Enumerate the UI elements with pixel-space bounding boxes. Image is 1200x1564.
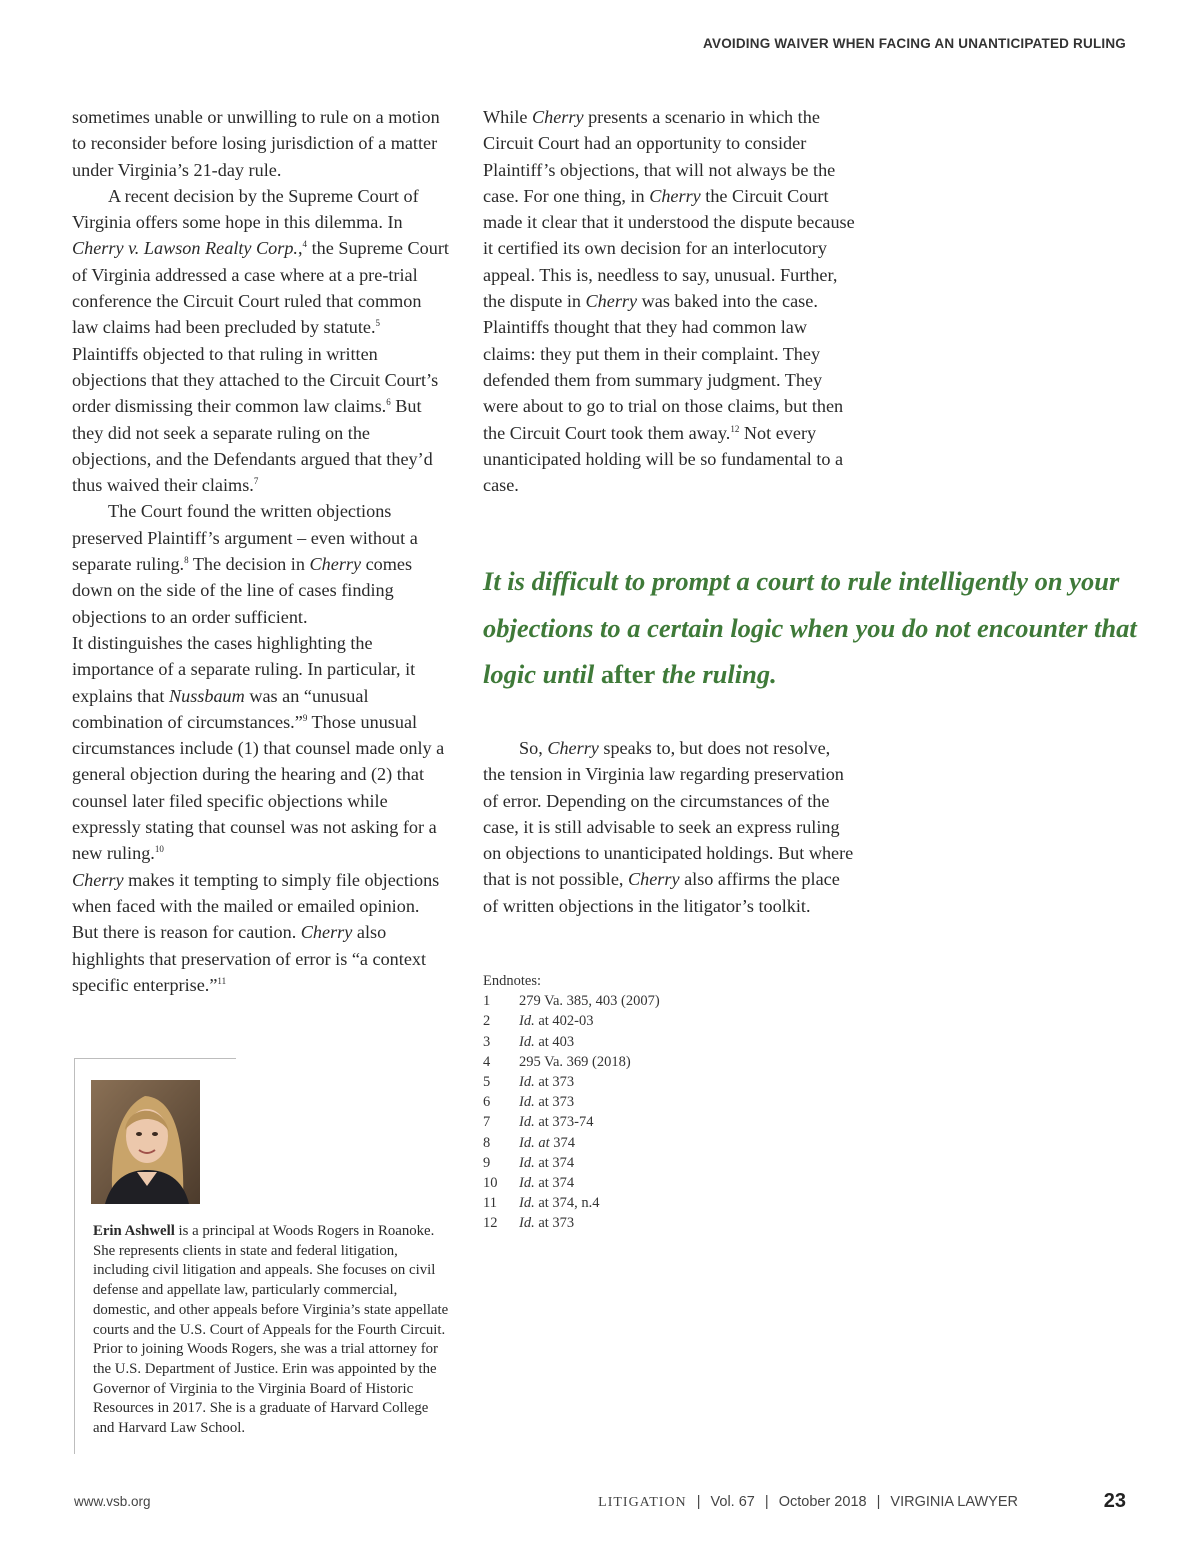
endnote-item	[483, 991, 803, 1011]
paragraph: It distinguishes the cases highlighting the importance of a separate ruling. In particular, it explains that Nussbaum was an “unusual combination of circumstances.”$^9$ Those unusual circumstances include (1) that counsel made only a general objection during the hearing and (2) that counsel later filed specific objections while expressly stating that counsel was not asking for a new ruling.$^{10}$	[72, 632, 445, 864]
endnote-citation: Id. at 374	[519, 1134, 575, 1151]
page-number: 23	[1103, 1490, 1126, 1512]
paragraph: A recent decision by the Supreme Court of Virginia offers some hope in this dilemma. In Cherry v. Lawson Realty Corp.,$^4$ the Supreme Court of Virginia addressed a case where at a pre-trial conference the Circuit Court ruled that common law claims had been precluded by statute.$^5$ Plaintiffs objected to that ruling in written objections that they attached to the Circuit Court’s order dismissing their common law claims.$^6$ But they did not seek a separate ruling on the objections, and the Defendants argued that they’d thus waived their claims.$^7$	[72, 185, 449, 496]
bio-rule	[74, 1058, 75, 1454]
endnote-citation: Id. at 373	[519, 1215, 575, 1232]
endnote-item	[483, 1072, 803, 1092]
endnote-item	[483, 1173, 803, 1193]
endnote-ref[interactable]: 12	[730, 423, 740, 434]
endnotes	[483, 971, 803, 1234]
endnote-item	[483, 1011, 803, 1031]
pull-quote: It is difficult to prompt a court to rule intelligently on your objections to a certain logic when you do not encounter that logic until after the ruling.	[483, 566, 1137, 689]
footer-url[interactable]: www.vsb.org	[74, 1494, 151, 1509]
endnote-number: 12	[483, 1215, 498, 1232]
endnote-item	[483, 1052, 803, 1072]
running-title: AVOIDING WAIVER WHEN FACING AN UNANTICIPATED RULING	[703, 36, 1126, 51]
paragraph: While Cherry presents a scenario in which the Circuit Court had an opportunity to consider Plaintiff’s objections, that will not always be the case. For one thing, in Cherry the Circuit Court made it clear that it understood the dispute because it certified its own decision for an interlocutory appeal. This is, needless to say, unusual. Further, the dispute in Cherry was baked into the case. Plaintiffs thought that they had common law claims: they put them in their complaint. They defended them from summary judgment. They were about to go to trial on those claims, but then the Circuit Court took them away.$^{12}$ Not every unanticipated holding will be so fundamental to a case.	[483, 107, 855, 496]
paragraph: The Court found the written objections preserved Plaintiff’s argument – even without a separate ruling.$^8$ The decision in Cherry comes down on the side of the line of cases finding objections to an order sufficient.	[72, 501, 418, 627]
footer-publication-line: LITIGATION | Vol. 67 | October 2018 | VIRGINIA LAWYER	[598, 1494, 1018, 1510]
endnote-number: 10	[483, 1175, 498, 1192]
endnote-item	[483, 1153, 803, 1173]
endnote-ref[interactable]: 5	[375, 318, 381, 329]
endnote-citation: Id. at 373-74	[519, 1114, 594, 1131]
endnote-number: 11	[483, 1195, 497, 1212]
endnote-number: 5	[483, 1074, 491, 1091]
endnote-number: 1	[483, 993, 491, 1010]
endnote-item	[483, 1133, 803, 1153]
footer-publication: VIRGINIA LAWYER	[890, 1494, 1018, 1510]
paragraph: So, Cherry speaks to, but does not resolve, the tension in Virginia law regarding preservation of error. Depending on the circumstances of the case, it is still advisable to seek an express ruling on objections to unanticipated holdings. But where that is not possible, Cherry also affirms the place of written objections in the litigator’s toolkit.	[483, 738, 854, 916]
endnote-citation: Id. at 373	[519, 1074, 575, 1091]
endnote-item	[483, 1032, 803, 1052]
endnote-citation: Id. at 374, n.4	[519, 1195, 600, 1212]
endnote-citation: Id. at 403	[519, 1033, 575, 1050]
endnote-citation: Id. at 402-03	[519, 1013, 594, 1030]
endnote-number: 7	[483, 1114, 491, 1131]
endnote-citation: 295 Va. 369 (2018)	[519, 1053, 631, 1070]
endnote-item	[483, 1112, 803, 1132]
case-name: Cherry v. Lawson Realty Corp.	[72, 238, 298, 259]
right-column-top	[483, 104, 855, 498]
endnote-number: 2	[483, 1013, 491, 1030]
endnote-number: 8	[483, 1134, 491, 1151]
endnote-citation: Id. at 374	[519, 1175, 575, 1192]
endnote-item	[483, 1092, 803, 1112]
endnote-number: 9	[483, 1154, 491, 1171]
footer-volume: Vol. 67	[710, 1494, 755, 1510]
endnote-ref[interactable]: 10	[154, 844, 164, 855]
author-name: Erin Ashwell	[93, 1223, 175, 1239]
author-photo	[91, 1080, 200, 1204]
bio-divider	[74, 1058, 236, 1059]
endnote-number: 6	[483, 1094, 491, 1111]
right-column-bottom	[483, 735, 855, 919]
author-bio: Erin Ashwell is a principal at Woods Rogers in Roanoke. She represents clients in state and federal litigation, including civil litigation and appeals. She focuses on civil defense and appellate law, particularly commercial, domestic, and other appeals before Virginia’s state appellate courts and the U.S. Court of Appeals for the Fourth Circuit. Prior to joining Woods Rogers, she was a trial attorney for the U.S. Department of Justice. Erin was appointed by the Governor of Virginia to the Virginia Board of Historic Resources in 2017. She is a graduate of Harvard College and Harvard Law School.	[93, 1223, 449, 1437]
footer-section: LITIGATION	[598, 1495, 687, 1510]
endnote-ref[interactable]: 9	[302, 712, 308, 723]
footer-date: October 2018	[778, 1494, 867, 1510]
paragraph: Cherry makes it tempting to simply file objections when faced with the mailed or emailed opinion. But there is reason for caution. Cherry also highlights that preservation of error is “a context specific enterprise.”$^{11}$	[72, 869, 440, 995]
left-column	[72, 104, 450, 998]
endnote-number: 4	[483, 1053, 491, 1070]
endnote-citation: Id. at 373	[519, 1094, 575, 1111]
paragraph: sometimes unable or unwilling to rule on a motion to reconsider before losing jurisdiction of a matter under Virginia’s 21-day rule.	[72, 107, 440, 180]
author-portrait-image	[91, 1080, 200, 1204]
endnote-ref[interactable]: 6	[386, 397, 391, 408]
endnotes-title: Endnotes:	[483, 973, 541, 989]
endnote-citation: 279 Va. 385, 403 (2007)	[519, 993, 660, 1010]
endnote-item	[483, 1193, 803, 1213]
endnote-citation: Id. at 374	[519, 1154, 575, 1171]
endnote-ref[interactable]: 8	[184, 555, 189, 566]
endnote-item	[483, 1213, 803, 1233]
endnote-number: 3	[483, 1033, 491, 1050]
endnote-ref[interactable]: 4	[302, 239, 308, 250]
endnote-ref[interactable]: 11	[217, 975, 227, 986]
endnote-ref[interactable]: 7	[253, 476, 259, 487]
